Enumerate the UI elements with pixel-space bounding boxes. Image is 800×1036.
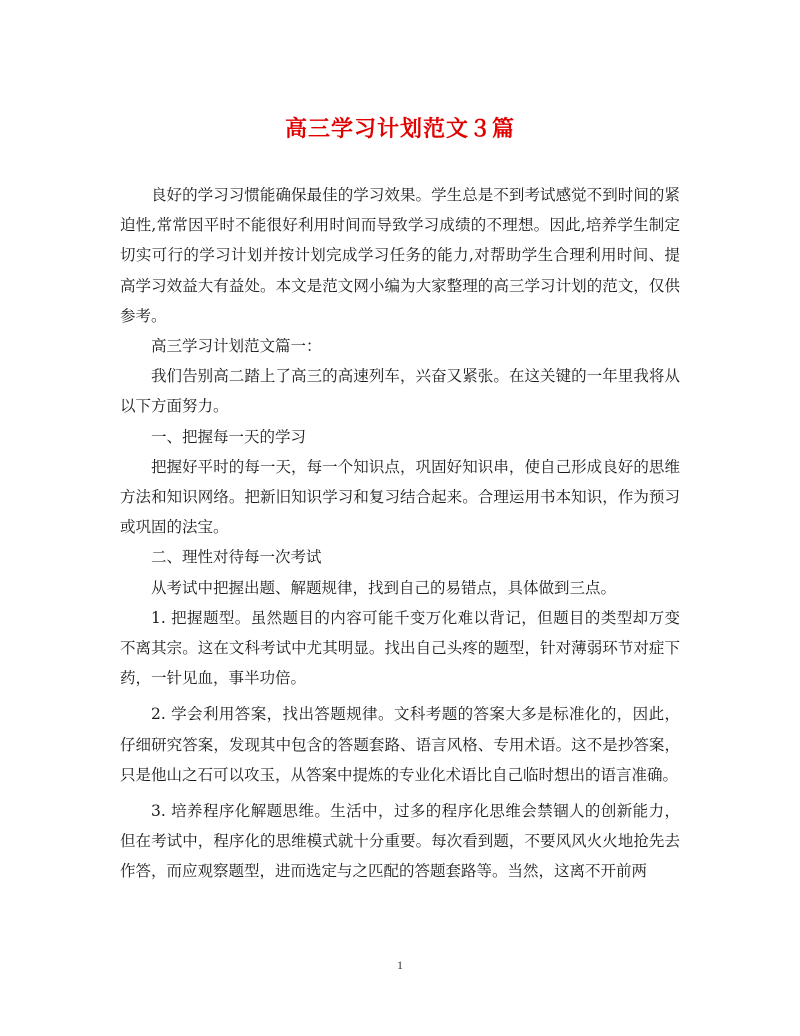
paragraph-heading-2: 二、理性对待每一次考试	[151, 548, 322, 567]
paragraph-heading-1: 一、把握每一天的学习	[151, 427, 307, 446]
paragraph-point-1: 1. 把握题型。虽然题目的内容可能千变万化难以背记，但题目的类型却万变不离其宗。这在文科考试中尤其明显。找出自己头疼的题型，针对薄弱环节对症下药，一针见血，事半功倍。	[120, 608, 680, 688]
paragraph-intro: 良好的学习习惯能确保最佳的学习效果。学生总是不到考试感觉不到时间的紧迫性,常常因平时不能很好利用时间而导致学习成绩的不理想。因此,培养学生制定切实可行的学习计划并按计划完成学习任务的能力,对帮助学生合理利用时间、提高学习效益大有益处。本文是范文网小编为大家整理的高三学习计划的范文，仅供参考。	[120, 186, 680, 325]
paragraph-point-3: 3. 培养程序化解题思维。生活中，过多的程序化思维会禁锢人的创新能力，但在考试中，程序化的思维模式就十分重要。每次看到题，不要风风火火地抢先去作答，而应观察题型，进而选定与之匹配的答题套路等。当然，这离不开前两	[120, 802, 680, 881]
paragraph-point-2: 2. 学会利用答案，找出答题规律。文科考题的答案大多是标准化的，因此，仔细研究答案，发现其中包含的答题套路、语言风格、专用术语。这不是抄答案，只是他山之石可以攻玉，从答案中提炼的专业化术语比自己临时想出的语言准确。	[120, 705, 680, 784]
paragraph: 我们告别高二踏上了高三的高速列车，兴奋又紧张。在这关键的一年里我将从以下方面努力。	[120, 367, 680, 416]
document-title: 高三学习计划范文３篇	[284, 116, 515, 142]
paragraph: 从考试中把握出题、解题规律，找到自己的易错点，具体做到三点。	[151, 578, 617, 597]
paragraph-section-heading: 高三学习计划范文篇一：	[151, 337, 322, 356]
paragraph: 把握好平时的每一天，每一个知识点，巩固好知识串，使自己形成良好的思维方法和知识网络。把新旧知识学习和复习结合起来。合理运用书本知识，作为预习或巩固的法宝。	[120, 457, 680, 537]
document-body	[120, 180, 680, 887]
page-number: 1	[397, 958, 403, 972]
